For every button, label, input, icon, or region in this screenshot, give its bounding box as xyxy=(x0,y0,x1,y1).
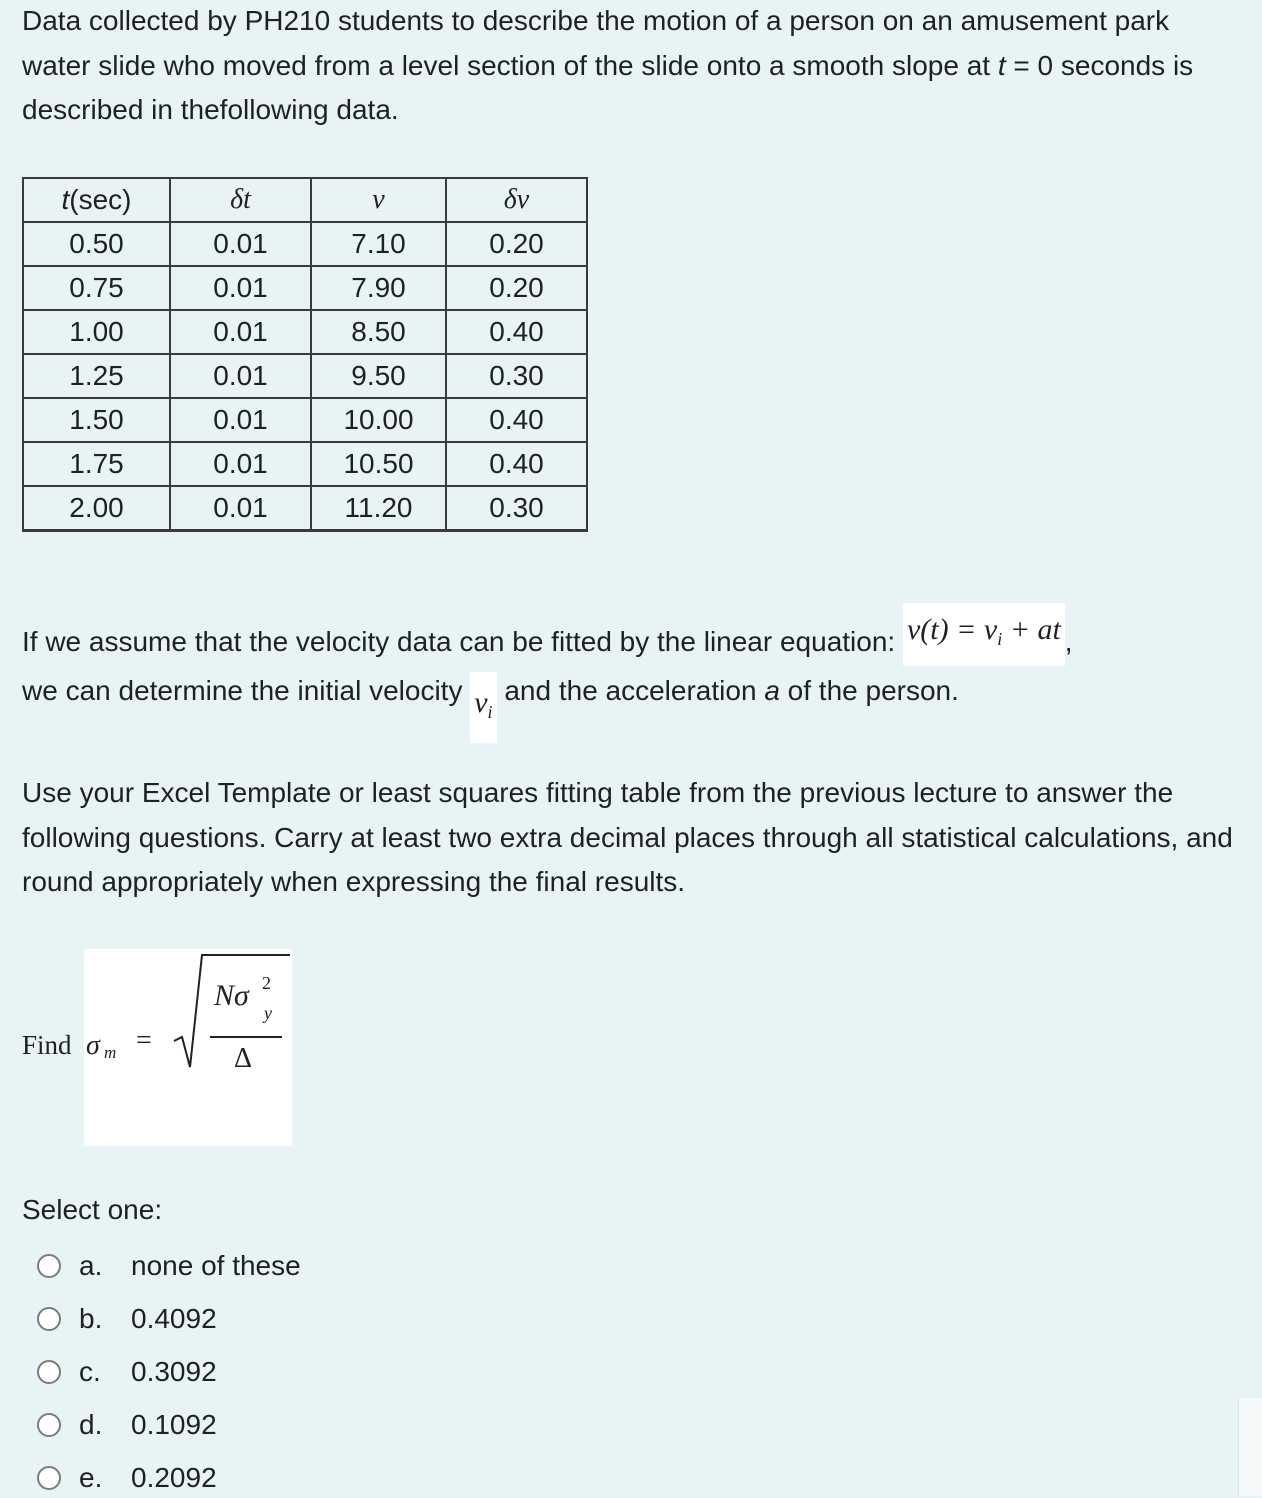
sigma-symbol: σ xyxy=(86,1030,100,1061)
option-letter: c. xyxy=(79,1356,101,1387)
linear-equation-image: $v(t) = v_i$ + at xyxy=(903,603,1065,666)
instructions-text: Use your Excel Template or least squares fitting table from the previous lecture to answer the following questions. Carry at least two extra decimal places through all statistical calculations, and round appropriately when expressing the final results. xyxy=(22,777,1233,897)
option-letter: a. xyxy=(79,1250,103,1281)
cell-t: 0.50 xyxy=(23,222,170,266)
t-variable: t xyxy=(997,49,1006,81)
sigma-subscript: m xyxy=(104,1043,117,1062)
cell-dv: 0.40 xyxy=(446,398,587,442)
radio-button[interactable] xyxy=(37,1360,61,1384)
table-header-row xyxy=(23,178,587,222)
table-row xyxy=(23,442,587,486)
sigma-m-formula-svg xyxy=(84,949,292,1146)
cell-t: 1.75 xyxy=(23,442,170,486)
cell-t: 0.75 xyxy=(23,266,170,310)
cell-dt: 0.01 xyxy=(170,442,311,486)
cell-v: 7.10 xyxy=(311,222,446,266)
cell-dv: 0.40 xyxy=(446,442,587,486)
cell-dv: 0.20 xyxy=(446,266,587,310)
radio-button[interactable] xyxy=(37,1254,61,1278)
cell-dv: 0.30 xyxy=(446,486,587,531)
radio-button[interactable] xyxy=(37,1413,61,1437)
cell-v: 10.00 xyxy=(311,398,446,442)
option-text: 0.2092 xyxy=(131,1462,217,1493)
cell-v: 8.50 xyxy=(311,310,446,354)
option-letter: b. xyxy=(79,1303,103,1334)
equals-sign: = xyxy=(136,1025,152,1056)
vi-symbol-image: $v_i$ xyxy=(470,672,496,743)
cell-v: 10.50 xyxy=(311,442,446,486)
cell-dt: 0.01 xyxy=(170,486,311,531)
radio-button[interactable] xyxy=(37,1466,61,1490)
cell-dt: 0.01 xyxy=(170,398,311,442)
header-delta-t: δt xyxy=(170,178,311,222)
option-text: none of these xyxy=(131,1250,301,1281)
cell-t: 1.25 xyxy=(23,354,170,398)
cell-v: 9.50 xyxy=(311,354,446,398)
option-b[interactable] xyxy=(37,1299,217,1339)
cell-t: 1.00 xyxy=(23,310,170,354)
option-letter: d. xyxy=(79,1409,103,1440)
option-a[interactable] xyxy=(37,1246,301,1286)
cell-v: 11.20 xyxy=(311,486,446,531)
cell-t: 1.50 xyxy=(23,398,170,442)
cell-t: 2.00 xyxy=(23,486,170,531)
table-row xyxy=(23,266,587,310)
table-row xyxy=(23,310,587,354)
numerator-superscript: 2 xyxy=(262,973,271,993)
header-v: v xyxy=(311,178,446,222)
table-row xyxy=(23,222,587,266)
cell-dt: 0.01 xyxy=(170,222,311,266)
cell-dt: 0.01 xyxy=(170,310,311,354)
cell-dv: 0.20 xyxy=(446,222,587,266)
select-one-label: Select one: xyxy=(22,1194,163,1225)
option-e[interactable] xyxy=(37,1458,217,1498)
option-text: 0.4092 xyxy=(131,1303,217,1334)
cell-v: 7.90 xyxy=(311,266,446,310)
formula-numerator: Nσ xyxy=(214,979,249,1012)
radio-button[interactable] xyxy=(37,1307,61,1331)
option-text: 0.3092 xyxy=(131,1356,217,1387)
cell-dv: 0.40 xyxy=(446,310,587,354)
table-row xyxy=(23,398,587,442)
fit-equation-text: If we assume that the velocity data can be fitted by the linear equation: $v(t) = v_i$ + at , xyxy=(22,603,1242,666)
table-row xyxy=(23,354,587,398)
cell-dv: 0.30 xyxy=(446,354,587,398)
find-label: Find xyxy=(22,1030,72,1060)
header-delta-v: δv xyxy=(446,178,587,222)
initial-velocity-text: we can determine the initial velocity $v_i$ and the acceleration a of the person. xyxy=(22,669,1242,743)
numerator-subscript: y xyxy=(264,1003,272,1023)
cell-dt: 0.01 xyxy=(170,354,311,398)
option-letter: e. xyxy=(79,1462,103,1493)
cell-dt: 0.01 xyxy=(170,266,311,310)
side-panel-edge xyxy=(1238,1398,1262,1496)
data-table xyxy=(22,177,588,532)
header-t: t(sec) xyxy=(23,178,170,222)
question-intro: Data collected by PH210 students to describe the motion of a person on an amusement park water slide who moved from a level section of the slide onto a smooth slope at t = 0 seconds is described in thefollowing data. xyxy=(22,5,1194,125)
option-text: 0.1092 xyxy=(131,1409,217,1440)
sigma-m-formula-image xyxy=(84,949,292,1146)
table-row xyxy=(23,486,587,531)
formula-denominator: Δ xyxy=(234,1043,253,1074)
option-d[interactable] xyxy=(37,1405,217,1445)
option-c[interactable] xyxy=(37,1352,217,1392)
